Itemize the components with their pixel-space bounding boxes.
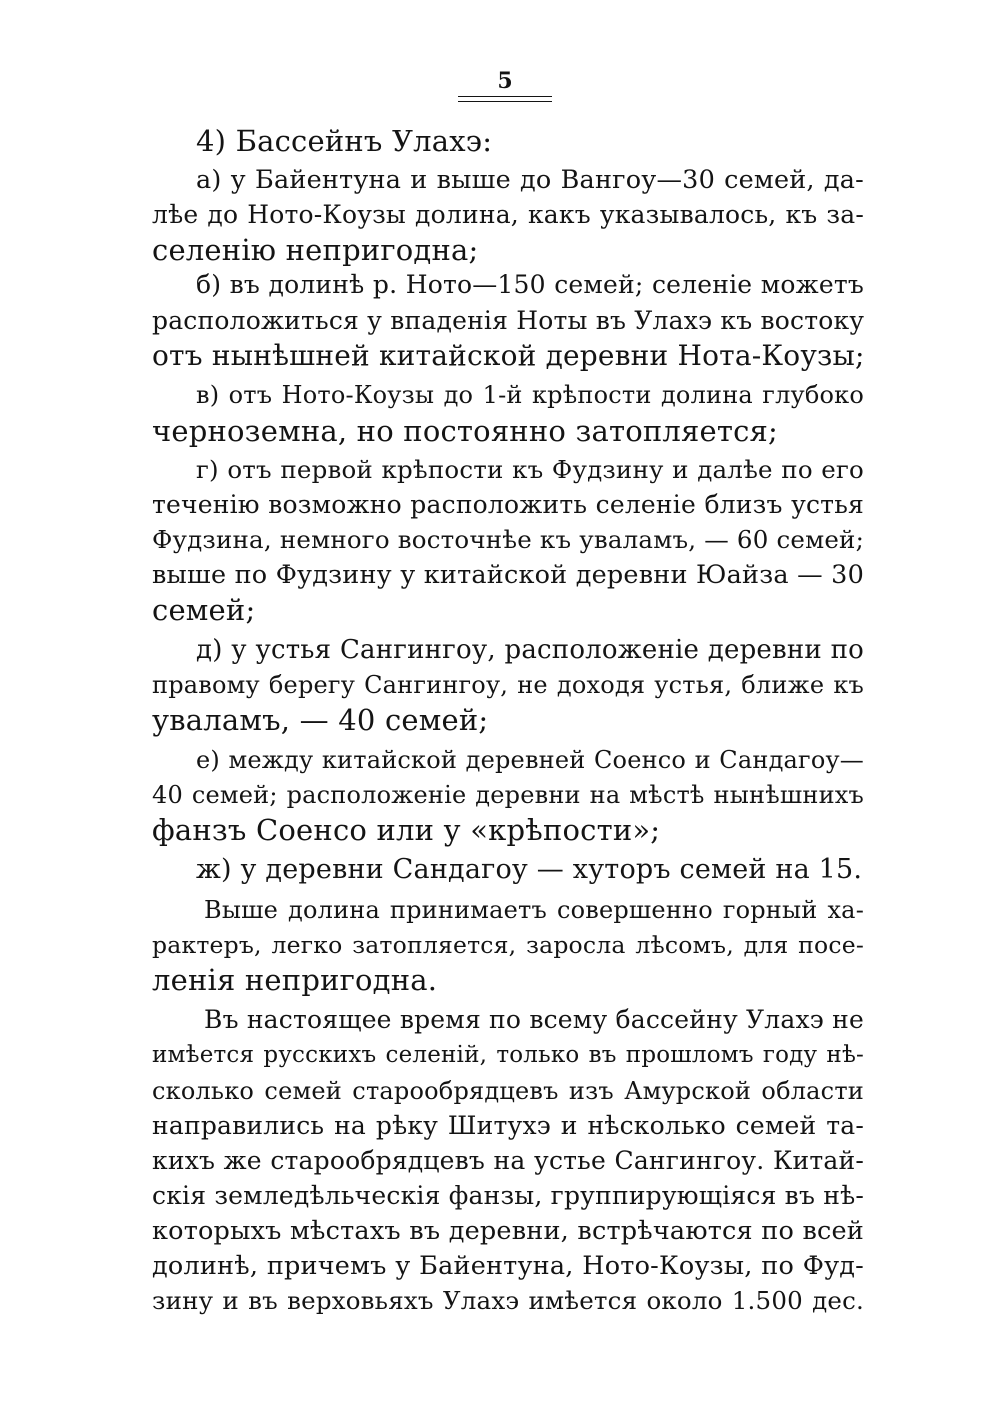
text-line: е) между китайской деревней Соенсо и Сандагоу— xyxy=(196,746,864,774)
text-line: кихъ же старообрядцевъ на устье Сангингоу. Китай- xyxy=(152,1146,864,1175)
text-line: в) отъ Ното-Коузы до 1-й крѣпости долина глубоко xyxy=(196,381,864,409)
text-line: расположиться у впаденія Ноты въ Улахэ къ востоку xyxy=(152,306,865,335)
text-line: д) у устья Сангингоу, расположеніе деревни по xyxy=(196,635,864,665)
text-line: лѣе до Ното-Коузы долина, какъ указывалось, къ за- xyxy=(152,200,864,229)
text-line: скія земледѣльческія фанзы, группирующіяся въ нѣ- xyxy=(152,1181,864,1210)
text-line: селенію непригодна; xyxy=(152,233,479,267)
text-line: 40 семей; расположеніе деревни на мѣстѣ нынѣшнихъ xyxy=(152,781,864,809)
text-line: ленія непригодна. xyxy=(152,963,438,997)
text-line: г) отъ первой крѣпости къ Фудзину и далѣе по его xyxy=(196,455,864,484)
text-line: направились на рѣку Шитухэ и нѣсколько семей та- xyxy=(152,1111,864,1140)
text-line: сколько семей старообрядцевъ изъ Амурской области xyxy=(152,1077,864,1105)
text-line: которыхъ мѣстахъ въ деревни, встрѣчаются по всей xyxy=(152,1216,864,1246)
text-line-section-heading: 4) Бассейнъ Улахэ: xyxy=(196,124,493,158)
text-line: правому берегу Сангингоу, не доходя устья, ближе къ xyxy=(152,671,864,699)
text-line: рактеръ, легко затопляется, заросла лѣсомъ, для посе- xyxy=(152,931,864,959)
text-line: ж) у деревни Сандагоу — хуторъ семей на 15. xyxy=(196,854,863,885)
text-line: а) у Байентуна и выше до Вангоу—30 семей, да- xyxy=(196,165,864,195)
text-line: б) въ долинѣ р. Ното—150 семей; селеніе можетъ xyxy=(196,270,864,299)
text-line: имѣется русскихъ селеній, только въ прошломъ году нѣ- xyxy=(152,1042,864,1068)
header-rule-bottom xyxy=(458,101,552,102)
text-line: черноземна, но постоянно затопляется; xyxy=(152,414,779,448)
page-number: 5 xyxy=(497,68,513,94)
header-rule-top xyxy=(458,96,552,97)
text-line: отъ нынѣшней китайской деревни Нота-Коузы; xyxy=(152,339,865,372)
text-line: уваламъ, — 40 семей; xyxy=(152,703,489,737)
text-line: семей; xyxy=(152,593,256,627)
text-line: теченію возможно расположить селеніе близъ устья xyxy=(152,490,864,519)
text-line: долинѣ, причемъ у Байентуна, Ното-Коузы, по Фуд- xyxy=(152,1251,864,1281)
text-line: выше по Фудзину у китайской деревни Юайза — 30 xyxy=(152,560,864,590)
text-line: Фудзина, немного восточнѣе къ уваламъ, — 60 семей; xyxy=(152,525,865,554)
text-line: зину и въ верховьяхъ Улахэ имѣется около 1.500 дес. xyxy=(152,1286,864,1315)
text-line: фанзъ Соенсо или у «крѣпости»; xyxy=(152,813,661,847)
text-line: Выше долина принимаетъ совершенно горный ха- xyxy=(204,896,864,924)
text-line: Въ настоящее время по всему бассейну Улахэ не xyxy=(204,1005,864,1034)
